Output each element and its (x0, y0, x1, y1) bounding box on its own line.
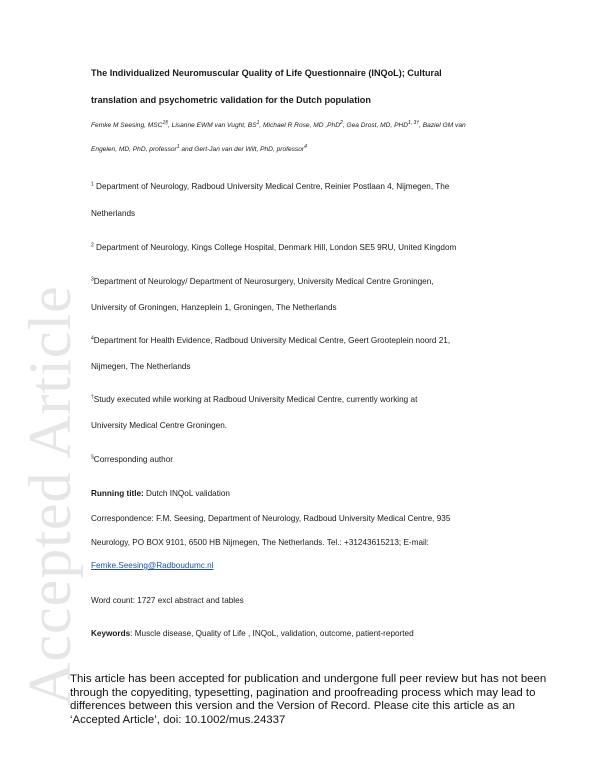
affiliation-1-line-2: Netherlands (91, 209, 136, 218)
notice-line: This article has been accepted for publication and undergone full peer review but has not been (70, 673, 547, 685)
keywords-value: : Muscle disease, Quality of Life , INQoL, validation, outcome, patient-reported (130, 629, 414, 638)
corresponding-author-note (91, 455, 173, 465)
email-line (91, 561, 214, 571)
affiliation-text: Department of Neurology, Kings College Hospital, Denmark Hill, London SE5 9RU, United Kingdom (93, 243, 457, 252)
word-count: Word count: 1727 excl abstract and tables (91, 596, 244, 605)
notice-line: through the copyediting, typesetting, pagination and proofreading process which may lead to (70, 686, 536, 699)
affiliation-text: Department of Neurology, Radboud University Medical Centre, Reinier Postlaan 4, Nijmegen, The (93, 182, 450, 191)
affiliation-1-line-1 (91, 182, 449, 192)
dagger-marker: † (91, 394, 94, 401)
affiliation-3-line-1 (91, 277, 434, 287)
affiliation-4-line-2: Nijmegen, The Netherlands (91, 362, 191, 371)
running-title-value: Dutch INQoL validation (143, 489, 230, 498)
affiliation-2 (91, 243, 456, 253)
affiliation-marker: 3 (91, 276, 94, 283)
article-title-line-1: The Individualized Neuromuscular Quality of Life Questionnaire (INQoL); Cultural (91, 68, 442, 78)
affiliation-marker: 4 (91, 335, 94, 342)
article-title-line-2: translation and psychometric validation for the Dutch population (91, 95, 371, 105)
running-title (91, 489, 230, 499)
author-name: , Michael R Rose, MD ,PhD (259, 122, 340, 129)
dagger-note-text: Study executed while working at Radboud University Medical Centre, currently working at (93, 395, 418, 404)
affiliation-marker: 2 (91, 242, 94, 249)
affiliation-text: Department of Neurology/ Department of Neurosurgery, University Medical Centre Groningen, (93, 277, 434, 286)
correspondence-line-1: Correspondence: F.M. Seesing, Department of Neurology, Radboud University Medical Centre, 935 (91, 514, 451, 523)
author-name: Engelen, MD, PhD, professor (91, 146, 177, 153)
notice-line: ‘Accepted Article’, doi: 10.1002/mus.24337 (70, 713, 286, 726)
author-affiliation-marker: 2 (340, 119, 343, 126)
author-affiliation-marker: 1, 3† (408, 119, 420, 126)
author-name: , Gea Drost, MD, PHD (342, 122, 408, 129)
dagger-note-line-1 (91, 395, 417, 405)
notice-line: differences between this version and the Version of Record. Please cite this article as an (70, 700, 515, 712)
author-name: Femke M Seesing, MSC (91, 122, 163, 129)
author-affiliation-marker: 1 (176, 143, 180, 150)
affiliation-3-line-2: University of Groningen, Hanzeplein 1, Groningen, The Netherlands (91, 303, 337, 312)
author-affiliation-marker: 4 (304, 143, 307, 150)
accepted-article-watermark: Accepted Article (17, 285, 83, 706)
dagger-note-line-2: University Medical Centre Groningen. (91, 421, 228, 430)
affiliation-marker: 1 (91, 181, 94, 188)
affiliation-4-line-1 (91, 336, 450, 346)
keywords (91, 629, 414, 639)
author-affiliation-marker: 1§ (162, 119, 169, 126)
author-name: and Gert-Jan van der Wilt, PhD, professor (179, 146, 305, 153)
affiliation-text: Department for Health Evidence, Radboud University Medical Centre, Geert Grooteplein noord 21, (93, 336, 451, 345)
accepted-article-notice (70, 673, 590, 727)
correspondence-line-2: Neurology, PO BOX 9101, 6500 HB Nijmegen, The Netherlands. Tel.: +31243615213; E-mail: (91, 538, 429, 547)
author-affiliation-marker: 1 (256, 119, 260, 126)
corresponding-author-text: Corresponding author (93, 455, 173, 464)
author-name: , Lisanne EWM van Vught, BS (168, 122, 257, 129)
author-list-line-1 (91, 119, 466, 130)
author-name: , Baziel GM van (419, 122, 466, 129)
keywords-label: Keywords (91, 629, 131, 638)
section-marker: § (91, 454, 94, 461)
email-link[interactable]: Femke.Seesing@Radboudumc.nl (91, 561, 214, 570)
author-list-line-2 (91, 143, 307, 154)
running-title-label: Running title: (91, 489, 144, 498)
